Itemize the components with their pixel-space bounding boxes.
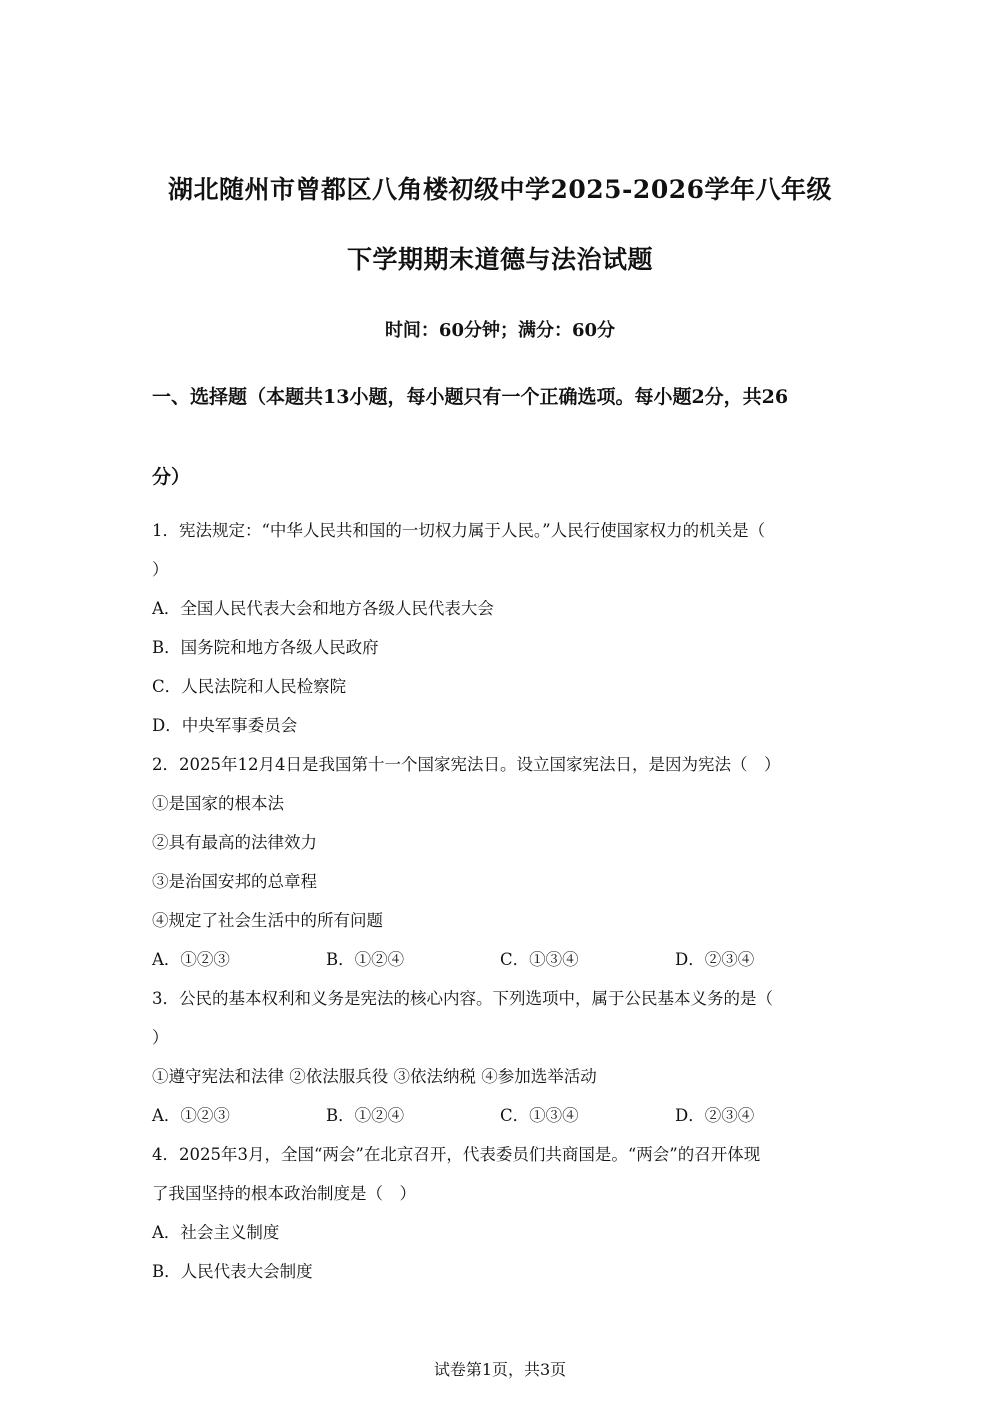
exam-time-score: 时间：60分钟；满分：60分 [384, 320, 616, 341]
exam-title-line2: 下学期期末道德与法治试题 [346, 245, 653, 274]
q2-option-a: A．①②③ [152, 950, 230, 969]
q3-stem-cont: ） [152, 1028, 169, 1047]
q1-option-d: D．中央军事委员会 [152, 716, 298, 735]
q1-stem-cont: ） [152, 560, 169, 579]
q2-stem: 2．2025年12月4日是我国第十一个国家宪法日。设立国家宪法日，是因为宪法（ ） [152, 755, 781, 774]
exam-title-line1: 湖北随州市曾都区八角楼初级中学2025-2026学年八年级 [167, 175, 833, 204]
q4-stem: 4．2025年3月，全国“两会”在北京召开，代表委员们共商国是。“两会”的召开体现 [152, 1145, 761, 1164]
q2-option-d: D．②③④ [675, 950, 755, 969]
section-heading-line2: 分） [152, 466, 191, 488]
q1-stem: 1．宪法规定：“中华人民共和国的一切权力属于人民。”人民行使国家权力的机关是（ [152, 521, 766, 540]
q4-option-b: B．人民代表大会制度 [152, 1262, 313, 1281]
q4-option-a: A．社会主义制度 [152, 1223, 280, 1242]
q2-option-c: C．①③④ [500, 950, 579, 969]
q1-option-a: A．全国人民代表大会和地方各级人民代表大会 [152, 599, 494, 618]
section-heading-line1: 一、选择题（本题共13小题，每小题只有一个正确选项。每小题2分，共26 [152, 386, 789, 408]
page-footer: 试卷第1页，共3页 [433, 1360, 567, 1379]
q1-option-b: B．国务院和地方各级人民政府 [152, 638, 379, 657]
q3-items: ①遵守宪法和法律 ②依法服兵役 ③依法纳税 ④参加选举活动 [152, 1067, 597, 1086]
q2-item-4: ④规定了社会生活中的所有问题 [152, 911, 383, 930]
q3-option-a: A．①②③ [152, 1106, 230, 1125]
q2-item-2: ②具有最高的法律效力 [152, 833, 317, 852]
q1-option-c: C．人民法院和人民检察院 [152, 677, 347, 696]
q4-stem-cont: 了我国坚持的根本政治制度是（ ） [152, 1184, 416, 1203]
q3-stem: 3．公民的基本权利和义务是宪法的核心内容。下列选项中，属于公民基本义务的是（ [152, 989, 773, 1008]
q3-option-d: D．②③④ [675, 1106, 755, 1125]
q2-item-1: ①是国家的根本法 [152, 794, 284, 813]
q3-option-b: B．①②④ [326, 1106, 405, 1125]
q2-item-3: ③是治国安邦的总章程 [152, 872, 317, 891]
q3-option-c: C．①③④ [500, 1106, 579, 1125]
q2-option-b: B．①②④ [326, 950, 405, 969]
